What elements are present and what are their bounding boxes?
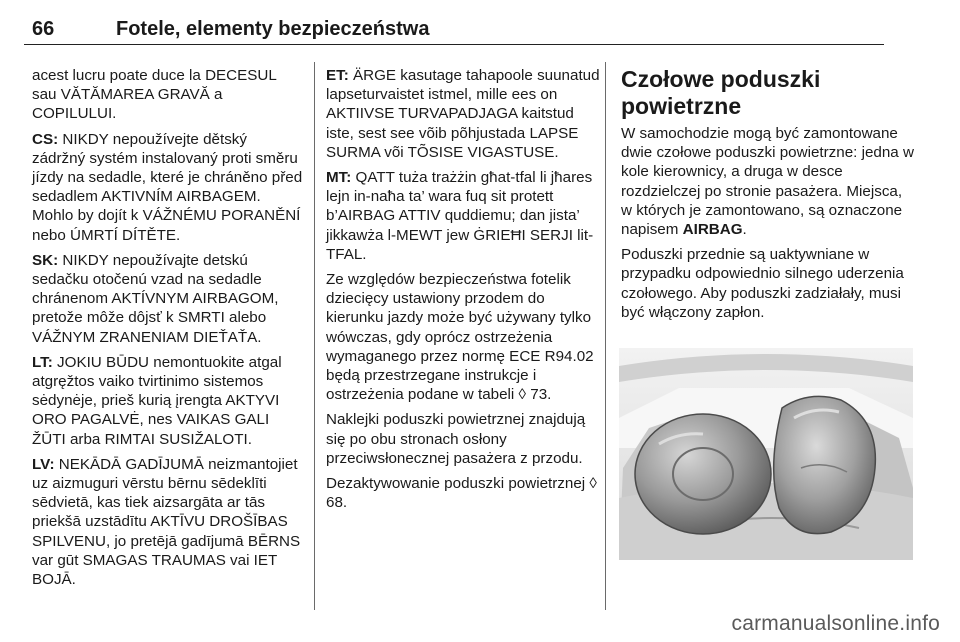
- text-et: ÄRGE kasutage tahapoole suunatud lapseturvaistet istmel, mille ees on AKTIIVSE TURVAPADJAGA kaitstud iste, sest see võib põhjustada LAPSE SURMA või TÕSISE VIGASTUSE.: [326, 67, 600, 161]
- lang-label-cs: CS:: [32, 130, 59, 148]
- paragraph-airbag-intro: W samochodzie mogą być zamontowane dwie czołowe poduszki powietrzne: jedna w kole kierownicy, a druga w desce rozdzielczej po stronie pasażera. Miejsca, w których je zamontowano, są oznaczone napisem AIRBAG.: [621, 125, 914, 239]
- airbag-illustration: [619, 348, 913, 560]
- page-number: 66: [32, 18, 55, 40]
- paragraph-deactivation: [326, 474, 601, 512]
- section-title: Czołowe poduszki powietrzne: [621, 66, 821, 119]
- column-middle: [326, 66, 601, 518]
- airbag-keyword: AIRBAG: [682, 221, 743, 239]
- text-lt: JOKIU BŪDU nemontuokite atgal atgręžtos vaiko tvirtinimo sistemos sėdynėje, prieš kurią įrengta AKTYVI ORO PAGALVĖ, nes VAIKAS GALI ŽŪTI arba RIMTAI SUSIŽALOTI.: [32, 353, 282, 448]
- page-header: [24, 14, 884, 45]
- watermark: carmanualsonline.info: [731, 612, 940, 635]
- paragraph-airbag-activation: Poduszki przednie są uaktywniane w przypadku odpowiednio silnego uderzenia czołowego. Aby poduszki zadziałały, musi być włączony zapłon.: [621, 246, 904, 321]
- paragraph-sk: [32, 251, 304, 347]
- paragraph-lt: [32, 353, 304, 449]
- airbag-photo-icon: [619, 348, 913, 560]
- lang-label-lv: LV:: [32, 455, 55, 473]
- text-sk: NIKDY nepoužívajte detskú sedačku otočenú vzad na sedadle chránenom AKTÍVNYM AIRBAGOM, pretože môže dôjsť k SMRTI alebo VÁŽNYM ZRANENIAM DIEŤAŤA.: [32, 251, 279, 346]
- paragraph-et: [326, 66, 601, 162]
- column-divider-1: [314, 62, 315, 610]
- column-left: [32, 66, 304, 595]
- paragraph-cs: [32, 130, 304, 245]
- paragraph-safety-note: [326, 270, 601, 404]
- reference-arrow-icon: ◊: [589, 475, 597, 493]
- lang-label-lt: LT:: [32, 353, 53, 371]
- text-mt: QATT tuża trażżin għat-tfal li jħares lejn in-naħa ta’ wara fuq sit protett b’AIRBAG ATTIV quddiemu; dan jista’ jikkawża l-MEWT jew ĠRIEĦI SERJI lit-TFAL.: [326, 169, 594, 263]
- text-deactivation: Dezaktywowanie poduszki powietrznej: [326, 475, 586, 493]
- reference-link-73[interactable]: 73.: [530, 386, 552, 404]
- lang-label-sk: SK:: [32, 251, 59, 269]
- reference-arrow-icon: ◊: [518, 386, 527, 404]
- text-airbag-intro: W samochodzie mogą być zamontowane dwie czołowe poduszki powietrzne: jedna w kole kierownicy, a druga w desce rozdzielczej po stronie pasażera. Miejsca, w których je zamontowano, są oznaczone napisem: [621, 125, 914, 239]
- text-lv: NEKĀDĀ GADĪJUMĀ neizmantojiet uz aizmuguri vērstu bērnu sēdeklīti sēdvietā, kas tiek aizsargāta ar tās priekšā uzstādītu AKTĪVU DROŠĪBAS SPILVENU, jo pretējā gadījumā BĒRNS var gūt SMAGAS TRAUMAS vai IET BOJĀ.: [32, 455, 301, 589]
- reference-link-68[interactable]: 68.: [326, 494, 348, 512]
- paragraph-labels: Naklejki poduszki powietrznej znajdują się po obu stronach osłony przeciwsłonecznej pasażera z przodu.: [326, 411, 586, 467]
- lang-label-et: ET:: [326, 67, 349, 84]
- text-cs: NIKDY nepoužívejte dětský zádržný systém instalovaný proti směru jízdy na sedadle, které je chráněno před sedadlem AKTIVNÍM AIRBAGEM. Mohlo by dojít k VÁŽNÉMU PORANĚNÍ nebo ÚMRTÍ DÍTĚTE.: [32, 130, 303, 244]
- paragraph-mt: [326, 168, 601, 264]
- column-right: [621, 66, 917, 328]
- lang-label-mt: MT:: [326, 169, 352, 187]
- page-title: Fotele, elementy bezpieczeństwa: [116, 18, 430, 40]
- text-safety-note: Ze względów bezpieczeństwa fotelik dziecięcy ustawiony przodem do kierunku jazdy może być używany tylko wówczas, gdy oprócz ostrzeżenia wymaganego przez normę ECE R94.02 będą przestrzegane instrukcje i ostrzeżenia podane w tabeli: [326, 271, 594, 404]
- column-divider-2: [605, 62, 606, 610]
- paragraph-ro-end: acest lucru poate duce la DECESUL sau VĂTĂMAREA GRAVĂ a COPILULUI.: [32, 67, 277, 123]
- paragraph-lv: [32, 455, 304, 589]
